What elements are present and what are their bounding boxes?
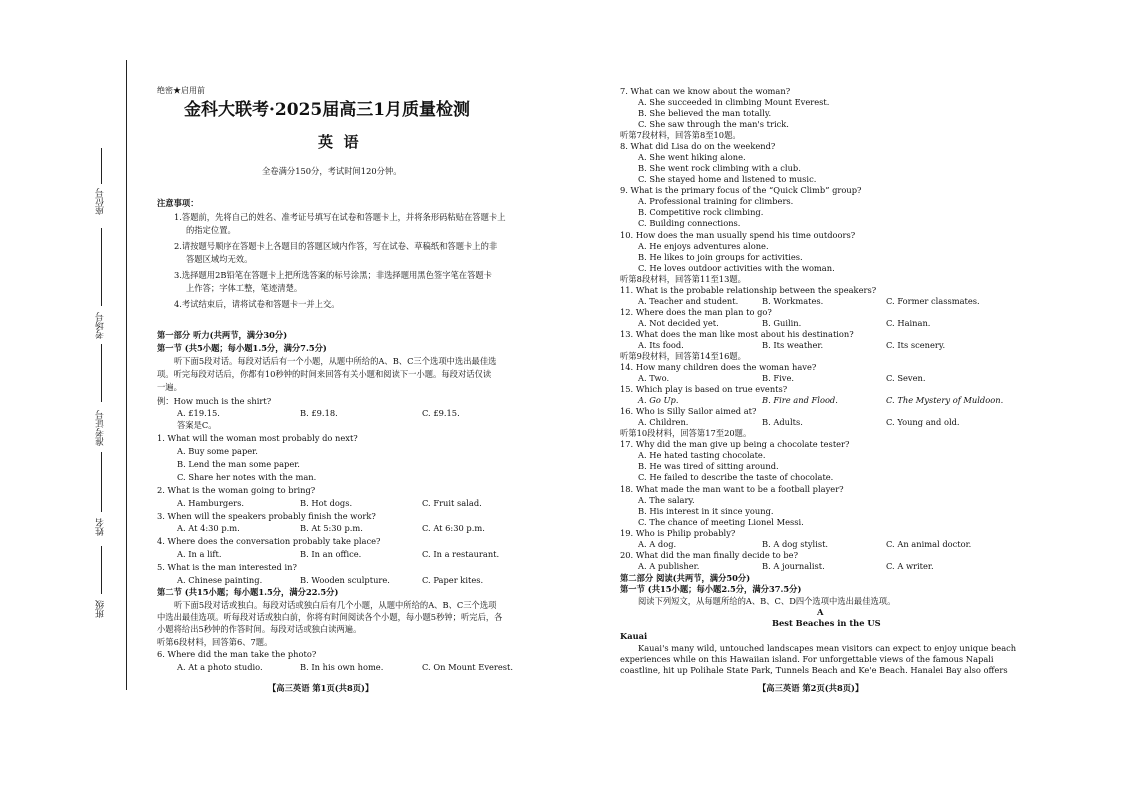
example-answer: 答案是C。 [177,420,217,430]
note-line: 答题区域均无效。 [186,254,253,264]
section1-heading: 第一节 (共5小题；每小题1.5分，满分7.5分) [157,343,327,353]
subject-title: 英 语 [318,133,359,151]
option: C. Share her notes with the man. [177,472,317,482]
note-line: 3.选择题用2B铅笔在答题卡上把所选答案的标号涂黑；非选择题用黑色签字笔在答题卡 [174,270,492,280]
seat-number-label: 座位号 [96,188,106,215]
question-20: 20. What did the man finally decide to be? [620,550,799,560]
option: A. Hamburgers. [177,498,245,508]
material-note: 听第10段材料，回答第17至20题。 [620,428,752,438]
option: C. The chance of meeting Lionel Messi. [638,517,804,527]
option: B. He likes to join groups for activities. [638,252,803,262]
option: C. Its scenery. [886,340,946,350]
option: C. Fruit salad. [422,498,482,508]
question-18: 18. What made the man want to be a football player? [620,484,844,494]
option: B. Wooden sculpture. [300,575,390,585]
section1-intro: 一遍。 [157,382,182,392]
section2-intro: 听下面5段对话或独白。每段对话或独白后有几个小题，从题中所给的A、B、C三个选项 [174,600,497,610]
admission-number-label: 准考证号 [96,410,106,446]
question-13: 13. What does the man like most about his destination? [620,329,854,339]
option: A. £19.15. [177,408,220,418]
exam-title: 金科大联考·2025届高三1月质量检测 [184,100,471,120]
question-11: 11. What is the probable relationship between the speakers? [620,285,877,295]
option: B. In an office. [300,549,362,559]
option: B. She believed the man totally. [638,108,772,118]
material-note: 听第7段材料，回答第8至10题。 [620,130,741,140]
note-line: 2.请按题号顺序在答题卡上各题目的答题区域内作答，写在试卷、草稿纸和答题卡上的非 [174,241,498,251]
option: C. Former classmates. [886,296,980,306]
passage-line: Kauai's many wild, untouched landscapes mean visitors can expect to enjoy unique beach [638,643,1017,653]
option: C. At 6:30 p.m. [422,523,485,533]
option: B. A dog stylist. [762,539,829,549]
option: C. Seven. [886,373,926,383]
part1-heading: 第一部分 听力(共两节，满分30分) [157,330,288,340]
option: C. She saw through the man's trick. [638,119,789,129]
page-footer: 【高三英语 第2页(共8页)】 [758,683,864,693]
section2-heading: 第二节 (共15小题；每小题1.5分，满分22.5分) [157,587,339,597]
passage-line: coastline, hit up Polihale State Park, Tunnels Beach and Ke'e Beach. Hanalei Bay also offers [620,665,1008,675]
page-footer: 【高三英语 第1页(共8页)】 [268,683,374,693]
option: C. £9.15. [422,408,460,418]
question-4: 4. Where does the conversation probably take place? [157,536,381,546]
exam-info: 全卷满分150分，考试时间120分钟。 [262,166,402,176]
option: B. Competitive rock climbing. [638,207,764,217]
question-19: 19. Who is Philip probably? [620,528,736,538]
option: A. A dog. [638,539,677,549]
question-5: 5. What is the man interested in? [157,562,297,572]
option: A. She went hiking alone. [638,152,746,162]
option: A. Go Up. [638,395,679,405]
note-line: 上作答；字体工整，笔迹清楚。 [186,283,303,293]
option: C. He failed to describe the taste of chocolate. [638,472,834,482]
option: A. The salary. [638,495,695,505]
option: C. A writer. [886,561,934,571]
option: C. In a restaurant. [422,549,500,559]
example-question: 例：How much is the shirt? [157,396,272,406]
option: A. Buy some paper. [177,446,258,456]
option: A. Two. [638,373,670,383]
option: B. She went rock climbing with a club. [638,163,801,173]
question-10: 10. How does the man usually spend his time outdoors? [620,230,856,240]
option: A. Children. [638,417,689,427]
option: A. Teacher and student. [638,296,739,306]
kauai-heading: Kauai [620,631,648,641]
option: B. Five. [762,373,795,383]
option: A. At 4:30 p.m. [177,523,240,533]
seat-number-blank [101,148,102,184]
admission-number-blank [101,344,102,402]
question-6: 6. Where did the man take the photo? [157,649,317,659]
option: B. Guilin. [762,318,802,328]
passage-title: Best Beaches in the US [772,618,881,628]
option: A. He enjoys adventures alone. [638,241,769,251]
section1-intro: 项。听完每段对话后，你都有10秒钟的时间来回答有关小题和阅读下一小题。每段对话仅读 [157,369,492,379]
option: A. Not decided yet. [638,318,719,328]
option: C. Building connections. [638,218,741,228]
material-note: 听第6段材料，回答第6、7题。 [157,637,273,647]
option: A. He hated tasting chocolate. [638,450,766,460]
section1-intro: 听下面5段对话。每段对话后有一个小题，从题中所给的A、B、C三个选项中选出最佳选 [174,356,497,366]
option: C. She stayed home and listened to music. [638,174,817,184]
part2-heading: 第二部分 阅读(共两节，满分50分) [620,573,751,583]
question-3: 3. When will the speakers probably finish the work? [157,511,376,521]
option: C. He loves outdoor activities with the woman. [638,263,835,273]
option: B. Fire and Flood. [762,395,838,405]
option: A. In a lift. [177,549,222,559]
option: B. His interest in it since young. [638,506,774,516]
name-blank [101,452,102,512]
note-line: 1.答题前，先将自己的姓名、准考证号填写在试卷和答题卡上，并将条形码粘贴在答题卡上 [174,212,506,222]
option: A. She succeeded in climbing Mount Everest. [638,97,830,107]
option: A. Its food. [638,340,684,350]
option: B. A journalist. [762,561,825,571]
note-line: 4.考试结束后，请将试卷和答题卡一并上交。 [174,299,340,309]
exam-room-label: 考场号 [96,312,106,339]
notes-heading: 注意事项： [157,198,199,208]
option: B. At 5:30 p.m. [300,523,363,533]
question-16: 16. Who is Silly Sailor aimed at? [620,406,757,416]
question-14: 14. How many children does the woman have? [620,362,817,372]
section2-intro: 小题将给出5秒钟的作答时间。每段对话或独白读两遍。 [157,624,362,634]
option: A. Professional training for climbers. [638,196,794,206]
option: C. On Mount Everest. [422,662,514,672]
question-9: 9. What is the primary focus of the “Quick Climb” group? [620,185,862,195]
part2-section1-heading: 第一节 (共15小题；每小题2.5分，满分37.5分) [620,584,802,594]
question-17: 17. Why did the man give up being a chocolate tester? [620,439,850,449]
option: B. Its weather. [762,340,824,350]
option: B. £9.18. [300,408,338,418]
option: B. He was tired of sitting around. [638,461,779,471]
option: C. An animal doctor. [886,539,972,549]
option: B. Adults. [762,417,803,427]
option: B. Hot dogs. [300,498,353,508]
exam-room-blank [101,228,102,306]
part2-intro: 阅读下列短文，从每题所给的A、B、C、D四个选项中选出最佳选项。 [638,596,896,606]
question-7: 7. What can we know about the woman? [620,86,791,96]
option: C. The Mystery of Muldoon. [886,395,1004,405]
material-note: 听第9段材料，回答第14至16题。 [620,351,746,361]
binding-line [126,60,127,690]
question-15: 15. Which play is based on true events? [620,384,788,394]
option: B. Lend the man some paper. [177,459,300,469]
section2-intro: 中选出最佳选项。听每段对话或独白前，你将有时间阅读各个小题，每小题5秒钟；听完后，各 [157,612,503,622]
option: A. Chinese painting. [177,575,263,585]
question-12: 12. Where does the man plan to go? [620,307,772,317]
question-2: 2. What is the woman going to bring? [157,485,316,495]
option: A. At a photo studio. [177,662,263,672]
passage-line: experiences while on this Hawaiian island. For unforgettable views of the famous Napali [620,654,994,664]
option: C. Young and old. [886,417,960,427]
note-line: 的指定位置。 [186,225,236,235]
option: A. A publisher. [638,561,700,571]
secret-mark: 绝密★启用前 [157,86,205,95]
option: B. Workmates. [762,296,824,306]
question-8: 8. What did Lisa do on the weekend? [620,141,776,151]
class-blank [101,546,102,594]
material-note: 听第8段材料，回答第11至13题。 [620,274,746,284]
option: B. In his own home. [300,662,384,672]
class-label: 班级 [96,600,106,618]
option: C. Hainan. [886,318,931,328]
question-1: 1. What will the woman most probably do next? [157,433,358,443]
passage-letter: A [817,607,824,617]
name-label: 姓名 [96,518,106,536]
option: C. Paper kites. [422,575,484,585]
